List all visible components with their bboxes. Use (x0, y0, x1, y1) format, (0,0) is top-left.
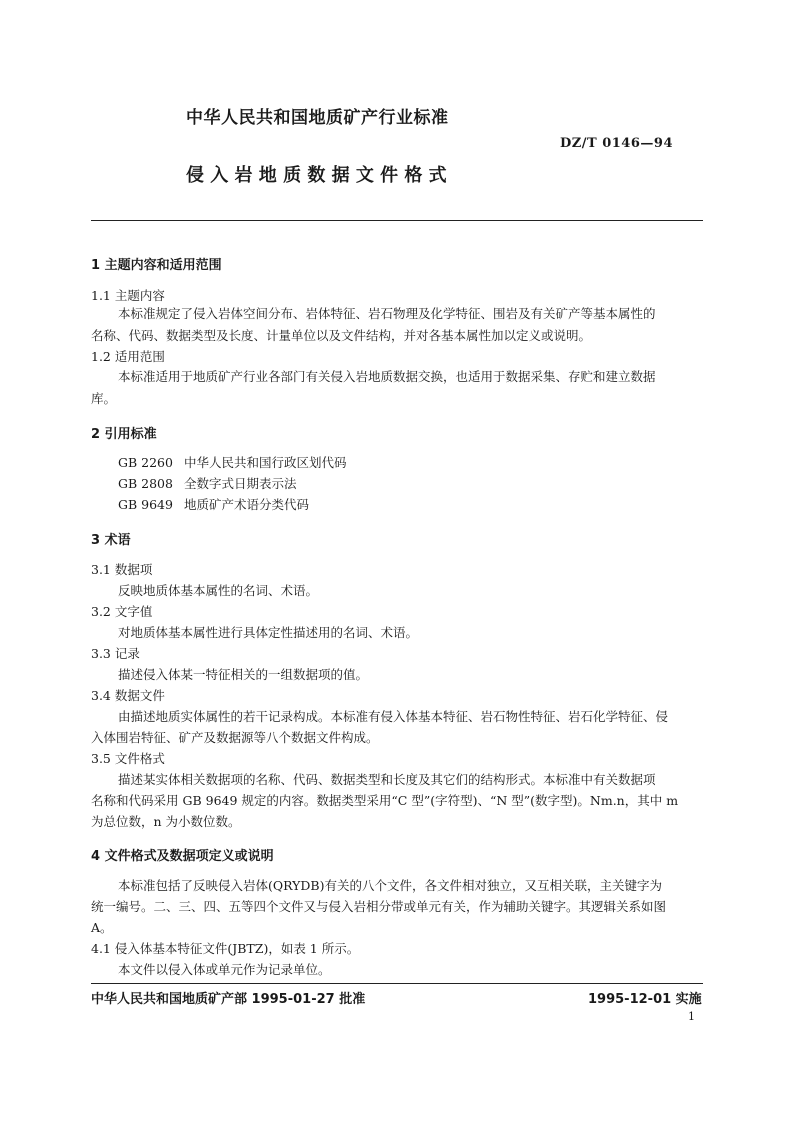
section-3-3-title: 3.3 记录 (91, 646, 140, 661)
section-1-2-line-2: 库。 (91, 391, 117, 406)
section-3-3-text: 描述侵入体某一特征相关的一组数据项的值。 (118, 667, 369, 682)
reference-item (118, 453, 347, 471)
reference-item (118, 474, 297, 492)
effective-date: 1995-12-01 实施 (588, 992, 702, 1007)
reference-item (118, 495, 309, 513)
reference-code: GB 9649 (118, 497, 173, 512)
section-3-5-line-2: 名称和代码采用 GB 9649 规定的内容。数据类型采用“C 型”(字符型)、“N 型”(数字型)。Nm.n，其中 m (91, 793, 679, 808)
section-4-line-2: 统一编号。二、三、四、五等四个文件又与侵入岩相分带或单元有关，作为辅助关键字。其逻辑关系如图 (91, 899, 667, 914)
standard-code: DZ/T 0146—94 (560, 136, 673, 151)
section-3-5-line-3: 为总位数，n 为小数位数。 (91, 814, 241, 829)
reference-name: 地质矿产术语分类代码 (184, 497, 310, 512)
section-1-2-title: 1.2 适用范围 (91, 349, 165, 364)
section-3-4-line-1: 由描述地质实体属性的若干记录构成。本标准有侵入体基本特征、岩石物性特征、岩石化学特征、侵 (118, 709, 669, 724)
section-3-2-title: 3.2 文字值 (91, 604, 153, 619)
section-2-title: 2 引用标准 (91, 427, 157, 442)
section-3-4-line-2: 入体围岩特征、矿产及数据源等八个数据文件构成。 (91, 730, 379, 745)
reference-name: 中华人民共和国行政区划代码 (184, 455, 347, 470)
org-title: 中华人民共和国地质矿产行业标准 (186, 108, 449, 128)
section-1-1-line-2: 名称、代码、数据类型及长度、计量单位以及文件结构，并对各基本属性加以定义或说明。 (91, 328, 592, 343)
section-4-1-title: 4.1 侵入体基本特征文件(JBTZ)，如表 1 所示。 (91, 941, 360, 956)
header-divider (91, 220, 703, 221)
section-3-5-line-1: 描述某实体相关数据项的名称、代码、数据类型和长度及其它们的结构形式。本标准中有关数据项 (118, 772, 656, 787)
section-1-2-line-1: 本标准适用于地质矿产行业各部门有关侵入岩地质数据交换，也适用于数据采集、存贮和建立数据 (118, 369, 656, 384)
approval-line: 中华人民共和国地质矿产部 1995-01-27 批准 (91, 992, 366, 1007)
reference-name: 全数字式日期表示法 (184, 476, 297, 491)
document-title: 侵 入 岩 地 质 数 据 文 件 格 式 (186, 165, 447, 186)
section-1-title: 1 主题内容和适用范围 (91, 258, 222, 273)
section-3-4-title: 3.4 数据文件 (91, 688, 165, 703)
section-4-line-3: A。 (91, 920, 113, 935)
section-4-line-1: 本标准包括了反映侵入岩体(QRYDB)有关的八个文件，各文件相对独立，又互相关联，主关键字为 (118, 878, 662, 893)
reference-code: GB 2808 (118, 476, 173, 491)
section-4-1-text: 本文件以侵入体或单元作为记录单位。 (118, 962, 331, 977)
reference-code: GB 2260 (118, 455, 173, 470)
page-number: 1 (688, 1010, 695, 1023)
section-3-1-title: 3.1 数据项 (91, 562, 153, 577)
section-4-title: 4 文件格式及数据项定义或说明 (91, 849, 274, 864)
footer-divider (91, 983, 703, 984)
section-3-5-title: 3.5 文件格式 (91, 751, 165, 766)
section-3-title: 3 术语 (91, 533, 131, 548)
section-3-1-text: 反映地质体基本属性的名词、术语。 (118, 583, 319, 598)
section-1-1-line-1: 本标准规定了侵入岩体空间分布、岩体特征、岩石物理及化学特征、围岩及有关矿产等基本属性的 (118, 306, 656, 321)
section-3-2-text: 对地质体基本属性进行具体定性描述用的名词、术语。 (118, 625, 419, 640)
section-1-1-title: 1.1 主题内容 (91, 288, 165, 303)
